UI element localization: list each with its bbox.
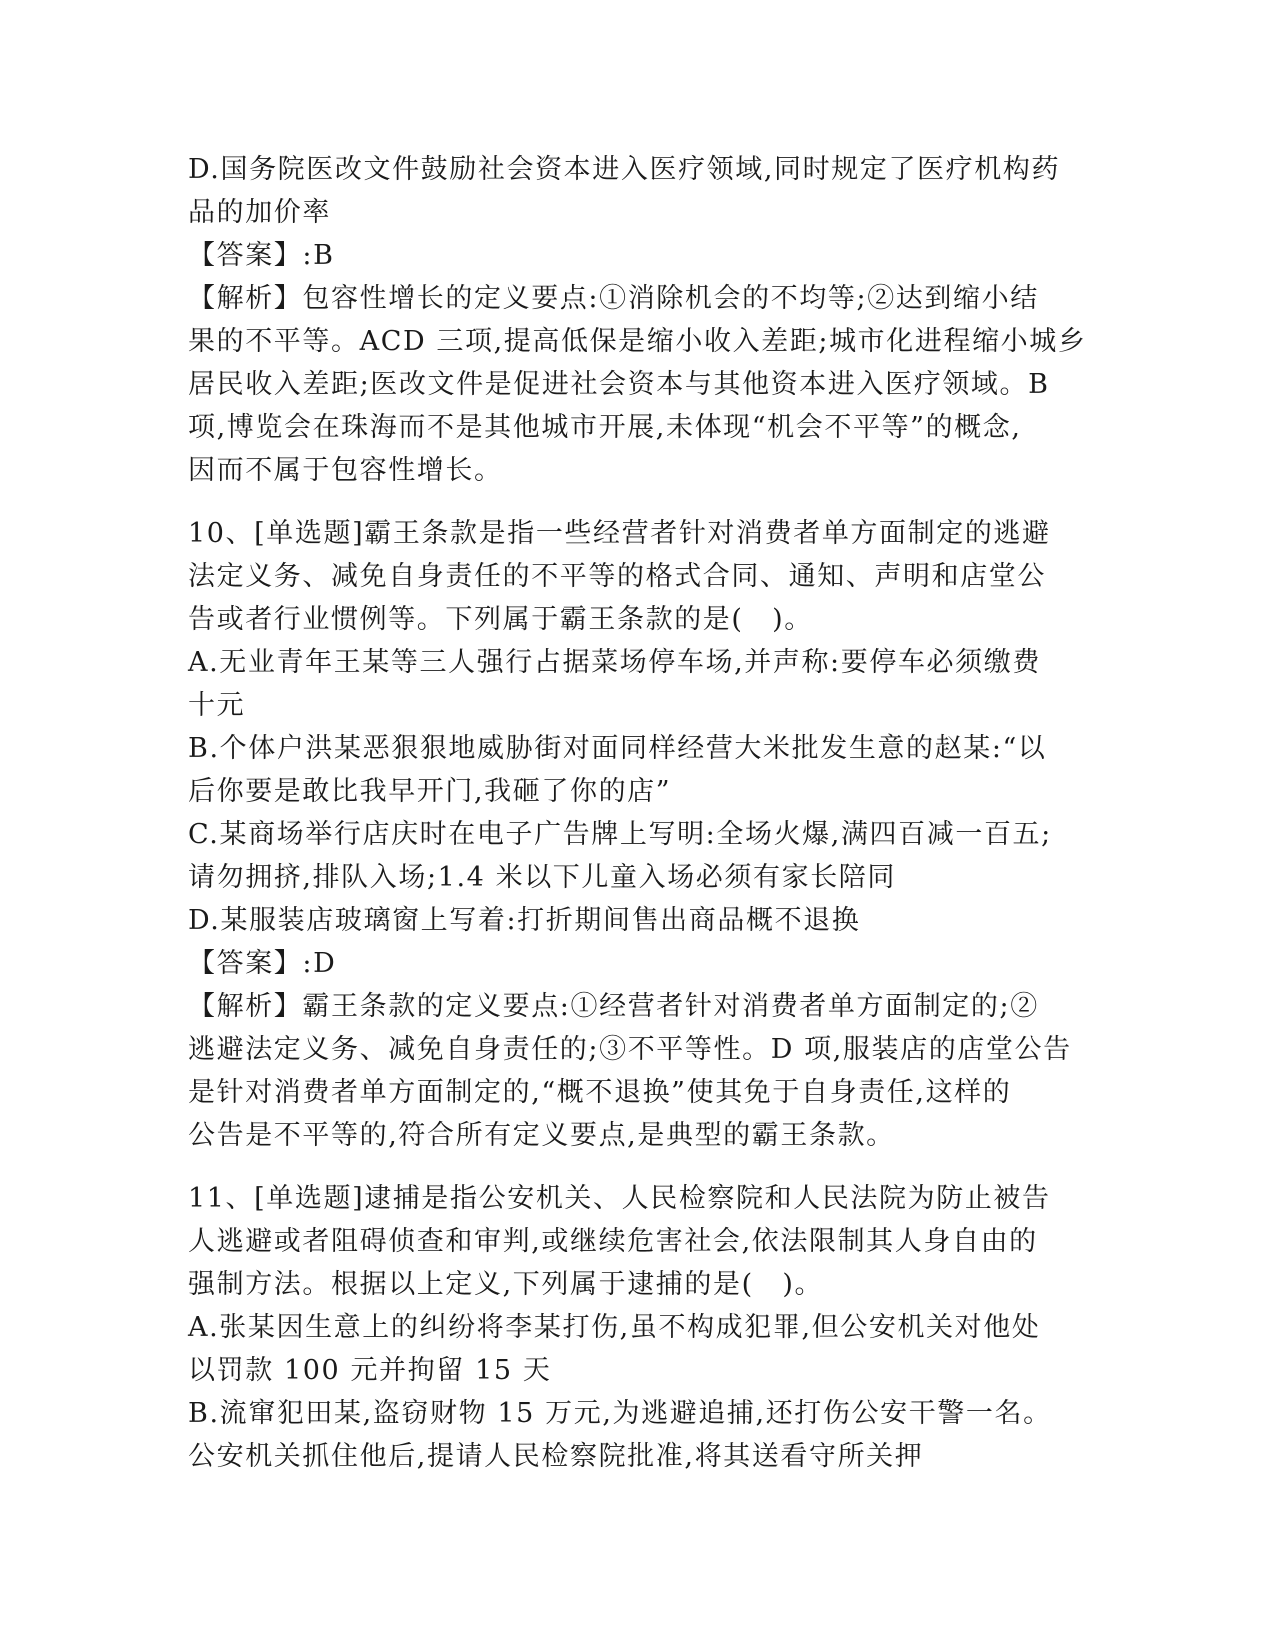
- text-line: A.张某因生意上的纠纷将李某打伤,虽不构成犯罪,但公安机关对他处: [188, 1312, 1041, 1343]
- text-line: 项,博览会在珠海而不是其他城市开展,未体现“机会不平等”的概念,: [188, 412, 1022, 443]
- text-line: 因而不属于包容性增长。: [188, 455, 503, 486]
- text-line: 品的加价率: [188, 197, 331, 228]
- text-line: 11、[单选题]逮捕是指公安机关、人民检察院和人民法院为防止被告: [188, 1183, 1051, 1214]
- q9-option-d: [188, 148, 1078, 234]
- q9-analysis: [188, 277, 1087, 492]
- text-line: 【解析】包容性增长的定义要点:①消除机会的不均等;②达到缩小结: [188, 283, 1039, 314]
- q10-option-d: [188, 899, 1078, 942]
- text-line: 果的不平等。ACD 三项,提高低保是缩小收入差距;城市化进程缩小城乡: [188, 326, 1087, 357]
- text-line: B.个体户洪某恶狠狠地威胁街对面同样经营大米批发生意的赵某:“以: [188, 733, 1047, 764]
- q10-option-c: [188, 813, 1078, 899]
- text-line: 是针对消费者单方面制定的,“概不退换”使其免于自身责任,这样的: [188, 1077, 1012, 1108]
- q9-answer: 【答案】:B: [188, 240, 335, 271]
- q10-analysis: [188, 985, 1078, 1157]
- section-gap: [188, 492, 1078, 512]
- text-line: 告或者行业惯例等。下列属于霸王条款的是( )。: [188, 604, 813, 635]
- q11-option-a: [188, 1306, 1078, 1392]
- q10-option-a: [188, 641, 1078, 727]
- text-line: 居民收入差距;医改文件是促进社会资本与其他资本进入医疗领域。B: [188, 369, 1050, 400]
- text-line: D.某服装店玻璃窗上写着:打折期间售出商品概不退换: [188, 905, 861, 936]
- q10-stem: [188, 512, 1078, 641]
- section-gap: [188, 1157, 1078, 1177]
- text-line: 【解析】霸王条款的定义要点:①经营者针对消费者单方面制定的;②: [188, 991, 1039, 1022]
- text-line: 十元: [188, 690, 246, 721]
- text-line: 以罚款 100 元并拘留 15 天: [188, 1355, 552, 1386]
- text-line: 后你要是敢比我早开门,我砸了你的店”: [188, 776, 672, 807]
- q11-option-b: [188, 1392, 1078, 1478]
- text-line: 10、[单选题]霸王条款是指一些经营者针对消费者单方面制定的逃避: [188, 518, 1051, 549]
- q10-answer: 【答案】:D: [188, 948, 337, 979]
- text-line: D.国务院医改文件鼓励社会资本进入医疗领域,同时规定了医疗机构药: [188, 154, 1061, 185]
- q10-option-b: [188, 727, 1078, 813]
- text-line: 公安机关抓住他后,提请人民检察院批准,将其送看守所关押: [188, 1441, 924, 1472]
- text-line: 公告是不平等的,符合所有定义要点,是典型的霸王条款。: [188, 1120, 895, 1151]
- q11-stem: [188, 1177, 1078, 1306]
- text-line: 强制方法。根据以上定义,下列属于逮捕的是( )。: [188, 1269, 824, 1300]
- text-line: B.流窜犯田某,盗窃财物 15 万元,为逃避追捕,还打伤公安干警一名。: [188, 1398, 1052, 1429]
- document-page: [188, 148, 1087, 1478]
- text-line: A.无业青年王某等三人强行占据菜场停车场,并声称:要停车必须缴费: [188, 647, 1041, 678]
- text-line: 逃避法定义务、减免自身责任的;③不平等性。D 项,服装店的店堂公告: [188, 1034, 1072, 1065]
- text-line: 请勿拥挤,排队入场;1.4 米以下儿童入场必须有家长陪同: [188, 862, 896, 893]
- text-line: 人逃避或者阻碍侦查和审判,或继续危害社会,依法限制其人身自由的: [188, 1226, 1038, 1257]
- text-line: C.某商场举行店庆时在电子广告牌上写明:全场火爆,满四百减一百五;: [188, 819, 1052, 850]
- text-line: 法定义务、减免自身责任的不平等的格式合同、通知、声明和店堂公: [188, 561, 1046, 592]
